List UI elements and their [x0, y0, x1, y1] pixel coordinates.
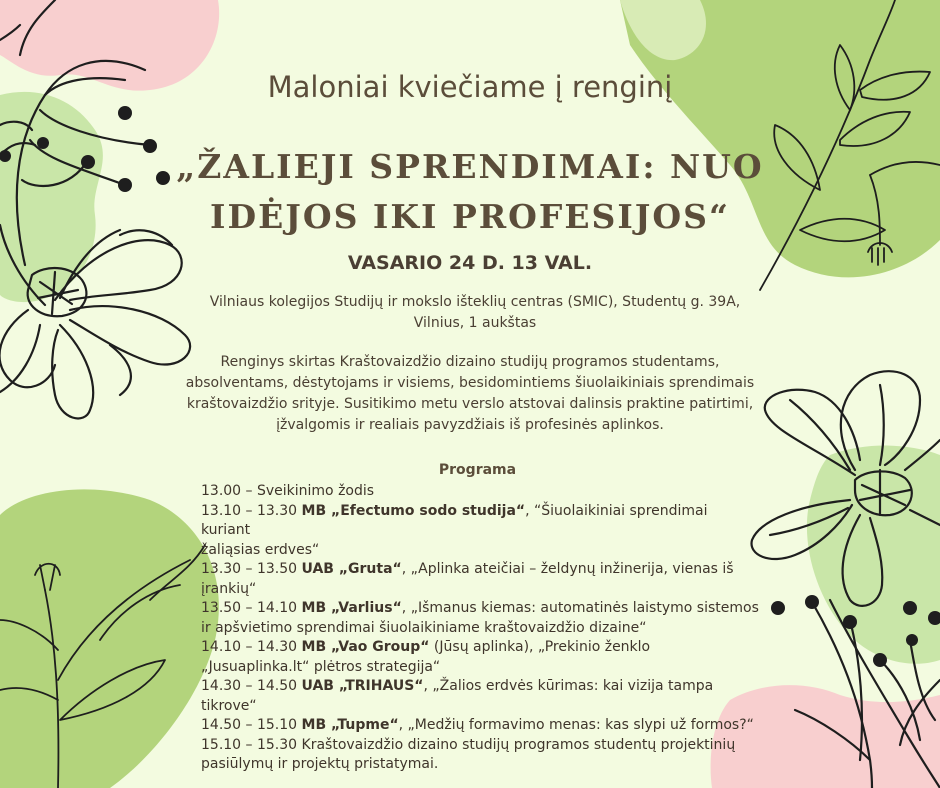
- program-item-continuation: žaliąsias erdves“: [201, 541, 320, 558]
- program-item-time: 13.00 –: [201, 483, 257, 499]
- program-item: [201, 638, 761, 677]
- program-item: [201, 502, 761, 561]
- program-item-continuation: tikrove“: [201, 697, 257, 714]
- program-item-time: 15.10 – 15.30: [201, 736, 302, 753]
- program-item: [201, 599, 761, 638]
- program-item-time: 14.50 – 15.10: [201, 717, 302, 733]
- program-item-organization: MB „Efectumo sodo studija“: [301, 502, 526, 519]
- program-item-text: (Jūsų aplinka), „Prekinio ženklo: [429, 639, 651, 655]
- program-item-organization: MB „Varlius“: [301, 600, 402, 616]
- program-item-organization: MB „Vao Group“: [301, 639, 430, 655]
- program-item-text: , „Išmanus kiemas: automatinės laistymo sistemos: [401, 600, 759, 616]
- program-item-time: 13.10 – 13.30: [201, 502, 302, 519]
- location-line-1: Vilniaus kolegijos Studijų ir mokslo išteklių centras (SMIC), Studentų g. 39A,: [209, 294, 741, 310]
- description-line: absolventams, dėstytojams ir visiems, besidomintiems šiuolaikiniais sprendimais: [185, 375, 755, 391]
- program-item: [201, 677, 761, 716]
- event-location: [195, 292, 755, 334]
- description-line: įžvalgomis ir realiais pavyzdžiais iš profesinės aplinkos.: [276, 417, 664, 433]
- program-item-continuation: „Jusuaplinka.lt“ plėtros strategija“: [201, 658, 441, 675]
- program-item-text: Sveikinimo žodis: [256, 483, 375, 499]
- program-item-text: , „Žalios erdvės kūrimas: kai vizija tampa: [423, 678, 714, 694]
- program-item-continuation: ir apšvietimo sprendimai šiuolaikiniame kraštovaizdžio dizaine“: [201, 619, 647, 636]
- program-item: [201, 560, 761, 599]
- event-title-line-1: „ŽALIEJI SPRENDIMAI: NUO: [176, 147, 764, 186]
- description-line: Renginys skirtas Kraštovaizdžio dizaino studijų programos studentams,: [220, 354, 720, 370]
- program-item: [201, 736, 761, 775]
- program-item-text: , „Aplinka ateičiai – želdynų inžinerija, vienas iš: [401, 561, 734, 577]
- event-title: [150, 142, 790, 242]
- program-item-text: Kraštovaizdžio dizaino studijų programos studentų projektinių: [301, 736, 736, 753]
- greeting-heading: Maloniai kviečiame į renginį: [267, 70, 673, 104]
- program-list: [201, 482, 761, 775]
- event-description: [180, 352, 760, 436]
- program-item-continuation: įrankių“: [201, 580, 257, 597]
- location-line-2: Vilnius, 1 aukštas: [413, 315, 537, 331]
- program-item-organization: UAB „Gruta“: [301, 561, 402, 577]
- program-item-text: , “Šiuolaikiniai sprendimai kuriant: [201, 502, 708, 538]
- program-item-time: 13.50 – 14.10: [201, 600, 302, 616]
- description-line: kraštovaizdžio srityje. Susitikimo metu verslo atstovai dalinsis praktine patirtimi,: [186, 396, 754, 412]
- event-title-line-2: IDĖJOS IKI PROFESIJOS“: [210, 197, 730, 236]
- program-item-organization: MB „Tupme“: [301, 717, 399, 733]
- program-item: [201, 716, 761, 736]
- program-item-time: 13.30 – 13.50: [201, 561, 302, 577]
- program-item: [201, 482, 761, 502]
- event-date-time: VASARIO 24 D. 13 VAL.: [347, 252, 593, 274]
- program-item-organization: UAB „TRIHAUS“: [301, 678, 424, 694]
- program-heading: Programa: [438, 462, 517, 478]
- program-item-time: 14.30 – 14.50: [201, 678, 302, 694]
- program-item-continuation: pasiūlymų ir projektų pristatymai.: [201, 756, 439, 772]
- program-item-time: 14.10 – 14.30: [201, 639, 302, 655]
- program-item-text: , „Medžių formavimo menas: kas slypi už formos?“: [398, 717, 754, 733]
